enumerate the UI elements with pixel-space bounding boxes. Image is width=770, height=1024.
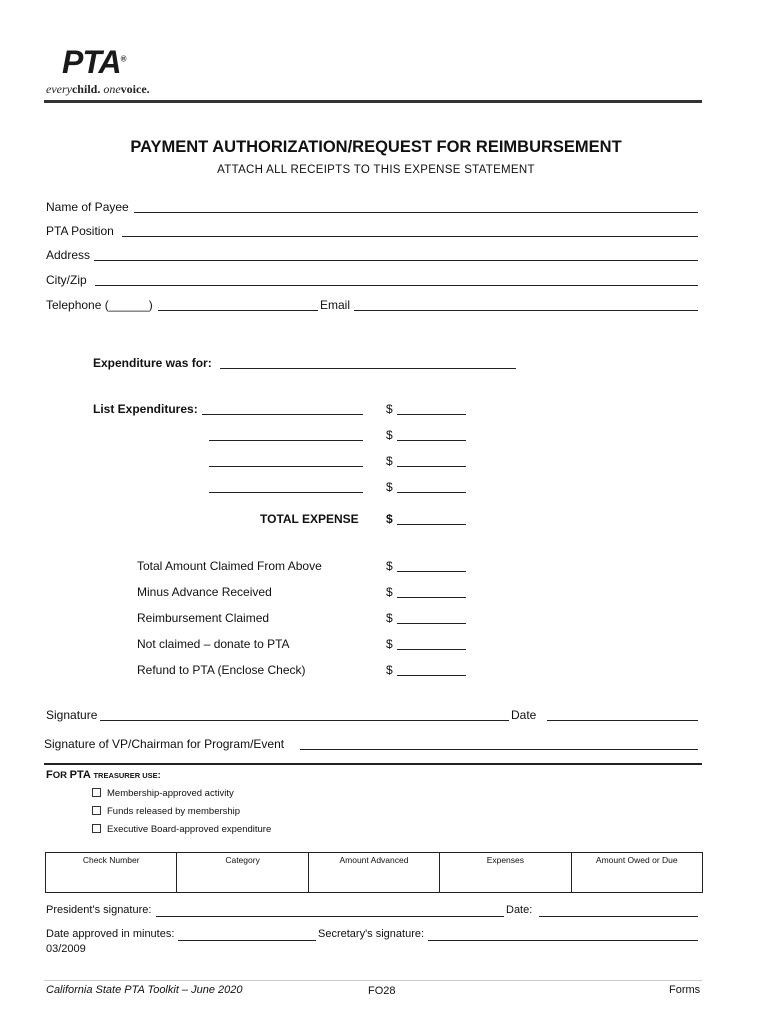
email-field[interactable] xyxy=(354,310,698,311)
amount-advanced-cell[interactable]: Amount Advanced xyxy=(308,853,439,893)
cityzip-label: City/Zip xyxy=(46,273,87,287)
date-approved-field[interactable] xyxy=(178,940,316,941)
currency-sign: $ xyxy=(386,637,393,651)
footer-left: California State PTA Toolkit – June 2020 xyxy=(46,984,243,996)
treasurer-divider xyxy=(44,763,702,765)
president-date-label: Date: xyxy=(506,904,533,916)
page-title: PAYMENT AUTHORIZATION/REQUEST FOR REIMBURSEMENT xyxy=(130,138,622,156)
signature-field[interactable] xyxy=(100,720,509,721)
expenditure-amount-field[interactable] xyxy=(397,440,466,441)
payee-name-label: Name of Payee xyxy=(46,200,129,214)
treasurer-option[interactable] xyxy=(92,806,240,817)
expenditure-for-label: Expenditure was for: xyxy=(93,356,212,370)
cityzip-field[interactable] xyxy=(95,285,698,286)
check-number-cell[interactable]: Check Number xyxy=(46,853,177,893)
not-claimed-label: Not claimed – donate to PTA xyxy=(137,637,290,651)
checkbox-icon[interactable] xyxy=(92,788,101,797)
treasurer-option[interactable] xyxy=(92,824,271,835)
refund-field[interactable] xyxy=(397,675,466,676)
reimbursement-field[interactable] xyxy=(397,623,466,624)
expenses-cell[interactable]: Expenses xyxy=(440,853,571,893)
total-claimed-label: Total Amount Claimed From Above xyxy=(137,559,322,573)
president-signature-field[interactable] xyxy=(156,916,504,917)
category-cell[interactable]: Category xyxy=(177,853,308,893)
expenditure-amount-field[interactable] xyxy=(397,466,466,467)
heading-part: TREASURER USE xyxy=(93,771,158,780)
currency-sign: $ xyxy=(386,402,393,416)
expenditure-for-field[interactable] xyxy=(220,368,516,369)
logo-text: PTA xyxy=(62,44,121,80)
date-approved-label: Date approved in minutes: xyxy=(46,928,175,940)
secretary-signature-field[interactable] xyxy=(428,940,698,941)
vp-signature-field[interactable] xyxy=(300,749,698,750)
total-expense-field[interactable] xyxy=(397,524,466,525)
option-label: Executive Board-approved expenditure xyxy=(107,824,272,835)
signature-date-label: Date xyxy=(511,708,537,722)
footer-center: FO28 xyxy=(368,985,396,997)
minus-advance-label: Minus Advance Received xyxy=(137,585,272,599)
currency-sign: $ xyxy=(386,480,393,494)
option-label: Funds released by membership xyxy=(107,806,241,817)
list-expenditures-label: List Expenditures: xyxy=(93,402,198,416)
expenditure-item-field[interactable] xyxy=(209,466,363,467)
treasurer-option[interactable] xyxy=(92,788,234,799)
address-field[interactable] xyxy=(94,260,698,261)
treasurer-table xyxy=(45,852,703,893)
tagline-part: child. xyxy=(71,82,101,96)
address-label: Address xyxy=(46,248,91,262)
heading-part: : xyxy=(157,770,161,781)
president-date-field[interactable] xyxy=(539,916,698,917)
treasurer-heading xyxy=(46,769,161,781)
pta-logo xyxy=(62,44,126,81)
refund-label: Refund to PTA (Enclose Check) xyxy=(137,663,306,677)
footer-divider xyxy=(44,980,702,981)
president-signature-label: President's signature: xyxy=(46,904,152,916)
vp-signature-label: Signature of VP/Chairman for Program/Event xyxy=(44,737,285,751)
amount-owed-cell[interactable]: Amount Owed or Due xyxy=(571,853,702,893)
expenditure-amount-field[interactable] xyxy=(397,414,466,415)
signature-date-field[interactable] xyxy=(547,720,698,721)
option-label: Membership-approved activity xyxy=(107,788,234,799)
heading-part: PTA xyxy=(69,769,94,781)
header-divider xyxy=(44,100,702,103)
heading-part: F xyxy=(46,769,53,781)
total-claimed-field[interactable] xyxy=(397,571,466,572)
telephone-field[interactable] xyxy=(158,310,318,311)
currency-sign: $ xyxy=(386,559,393,573)
total-expense-label: TOTAL EXPENSE xyxy=(260,512,359,526)
tagline-part: voice. xyxy=(120,82,150,96)
payee-name-field[interactable] xyxy=(134,212,698,213)
page-subtitle: ATTACH ALL RECEIPTS TO THIS EXPENSE STATEMENT xyxy=(217,164,535,176)
heading-part: OR xyxy=(52,770,70,781)
signature-label: Signature xyxy=(46,708,98,722)
currency-sign: $ xyxy=(386,428,393,442)
currency-sign: $ xyxy=(386,512,393,526)
logo-tagline xyxy=(46,82,150,97)
tagline-part: one xyxy=(100,82,121,96)
reimbursement-label: Reimbursement Claimed xyxy=(137,611,270,625)
footer-right: Forms xyxy=(669,984,701,996)
currency-sign: $ xyxy=(386,585,393,599)
registered-mark: ® xyxy=(120,54,126,64)
table-row xyxy=(46,853,703,893)
minus-advance-field[interactable] xyxy=(397,597,466,598)
currency-sign: $ xyxy=(386,454,393,468)
pta-position-field[interactable] xyxy=(122,236,698,237)
expenditure-item-field[interactable] xyxy=(209,492,363,493)
tagline-part: every xyxy=(46,82,72,96)
checkbox-icon[interactable] xyxy=(92,806,101,815)
expenditure-item-field[interactable] xyxy=(202,414,363,415)
expenditure-amount-field[interactable] xyxy=(397,492,466,493)
telephone-label: Telephone (______) xyxy=(46,298,153,312)
expenditure-item-field[interactable] xyxy=(209,440,363,441)
not-claimed-field[interactable] xyxy=(397,649,466,650)
currency-sign: $ xyxy=(386,663,393,677)
secretary-signature-label: Secretary's signature: xyxy=(318,928,425,940)
email-label: Email xyxy=(320,298,351,312)
currency-sign: $ xyxy=(386,611,393,625)
revision-date: 03/2009 xyxy=(46,943,86,955)
checkbox-icon[interactable] xyxy=(92,824,101,833)
pta-position-label: PTA Position xyxy=(46,224,114,238)
